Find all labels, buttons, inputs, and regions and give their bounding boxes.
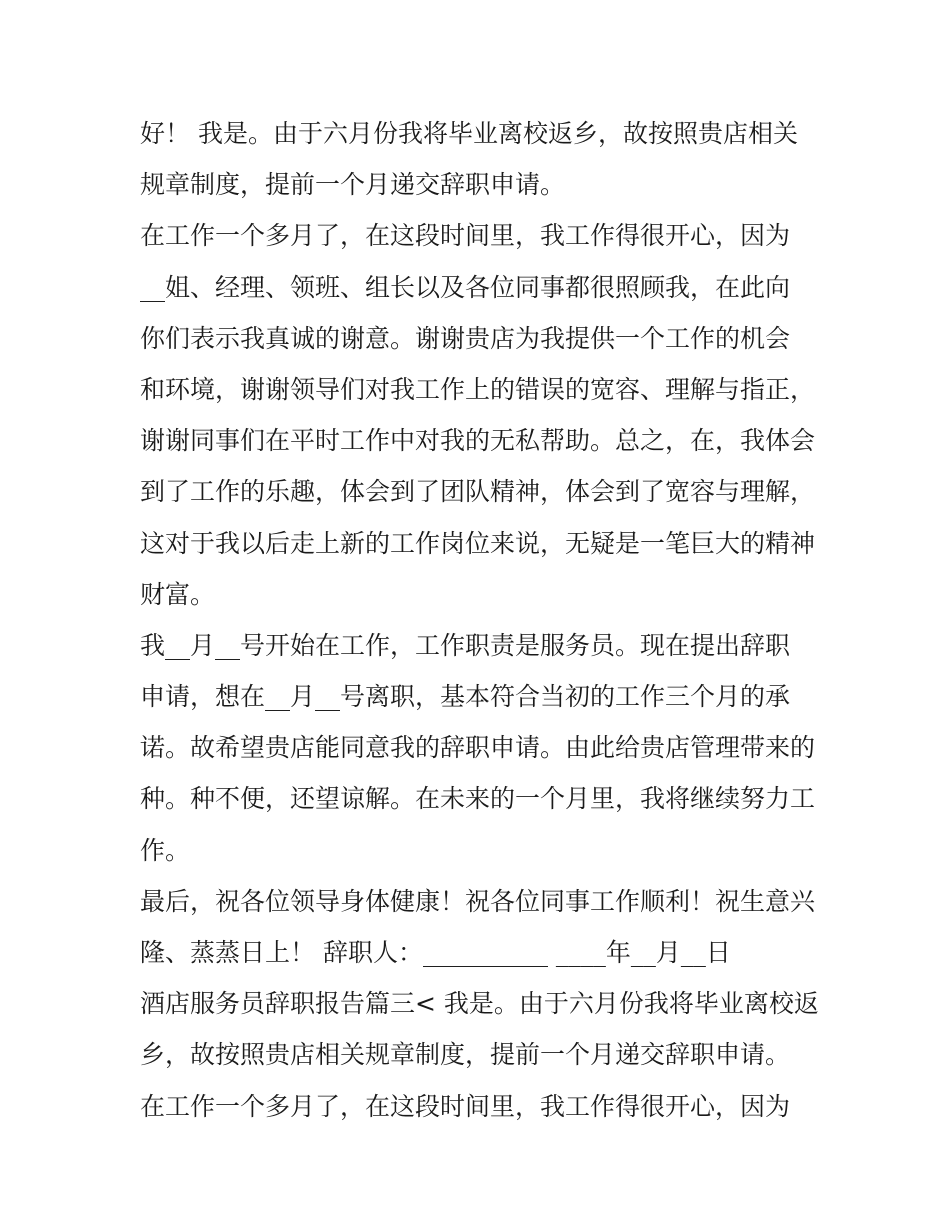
document-body xyxy=(140,108,820,1132)
text-line: 在工作一个多月了，在这段时间里，我工作得很开心，因为 xyxy=(140,1091,791,1121)
text-line: 在工作一个多月了，在这段时间里，我工作得很开心，因为 xyxy=(140,221,791,251)
text-line: 最后，祝各位领导身体健康！祝各位同事工作顺利！祝生意兴 xyxy=(140,886,816,916)
text-line: 这对于我以后走上新的工作岗位来说，无疑是一笔巨大的精神 xyxy=(140,528,816,558)
text-line: 酒店服务员辞职报告篇三< 我是。由于六月份我将毕业离校返 xyxy=(140,989,819,1019)
text-line: 和环境，谢谢领导们对我工作上的错误的宽容、理解与指正， xyxy=(140,374,816,404)
text-line: 谢谢同事们在平时工作中对我的无私帮助。总之，在，我体会 xyxy=(140,426,816,456)
text-line: 你们表示我真诚的谢意。谢谢贵店为我提供一个工作的机会 xyxy=(140,323,791,353)
text-line: 到了工作的乐趣，体会到了团队精神，体会到了宽容与理解， xyxy=(140,477,816,507)
text-line: 乡，故按照贵店相关规章制度，提前一个月递交辞职申请。 xyxy=(140,1040,791,1070)
text-line: 作。 xyxy=(140,835,191,865)
text-line: 规章制度，提前一个月递交辞职申请。 xyxy=(140,170,566,200)
text-line: 诺。故希望贵店能同意我的辞职申请。由此给贵店管理带来的 xyxy=(140,733,816,763)
text-line: __姐、经理、领班、组长以及各位同事都很照顾我，在此向 xyxy=(140,272,791,302)
text-line: 种。种不便，还望谅解。在未来的一个月里，我将继续努力工 xyxy=(140,784,816,814)
text-line: 财富。 xyxy=(140,579,216,609)
text-line: 我__月__号开始在工作，工作职责是服务员。现在提出辞职 xyxy=(140,630,791,660)
text-line: 好！ 我是。由于六月份我将毕业离校返乡，故按照贵店相关 xyxy=(140,119,798,148)
text-line: 申请，想在__月__号离职，基本符合当初的工作三个月的承 xyxy=(140,682,791,712)
text-line: 隆、蒸蒸日上！ 辞职人：__________ ____年__月__日 xyxy=(140,938,731,967)
